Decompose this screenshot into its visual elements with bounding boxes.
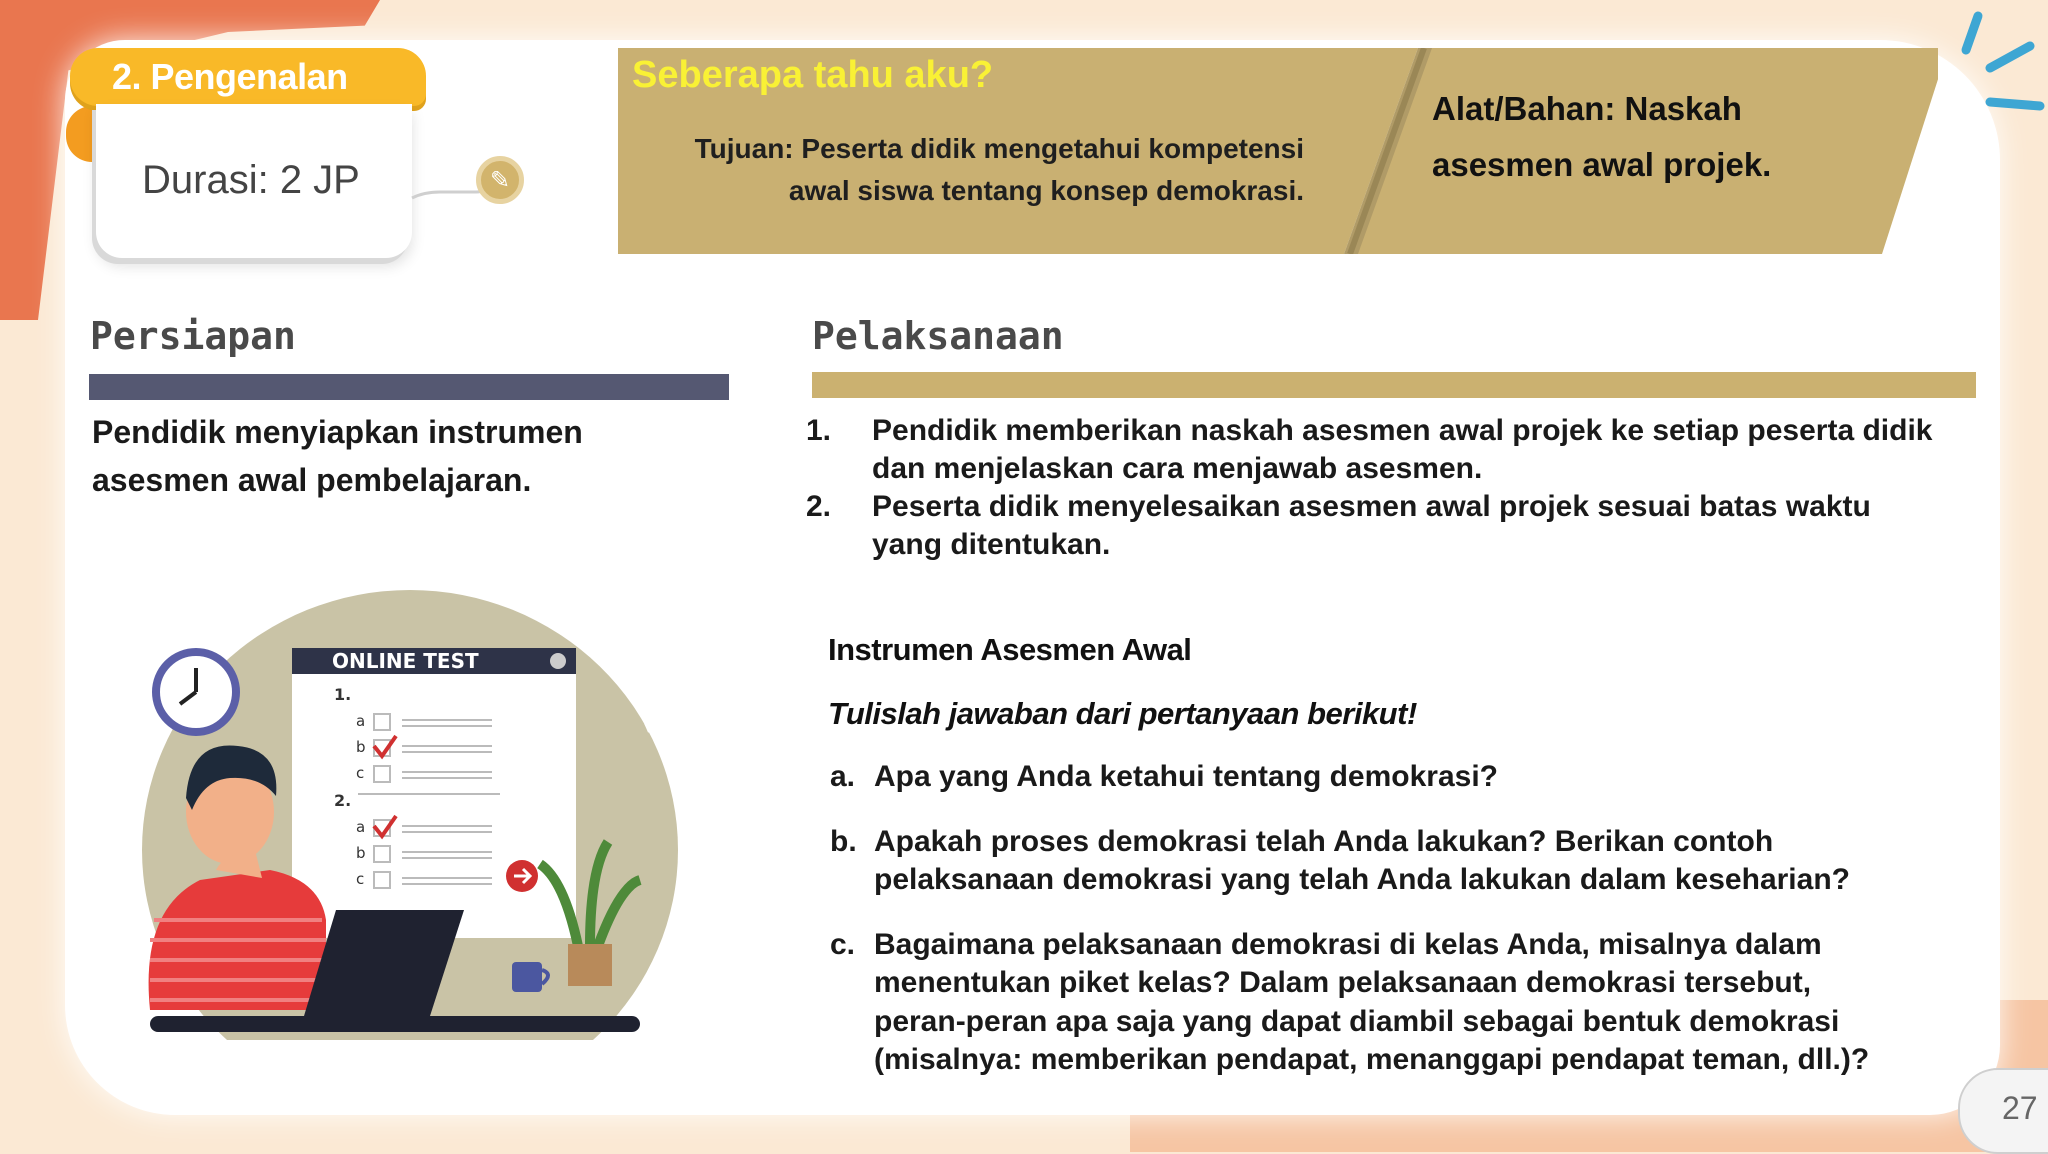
online-test-illustration: [120, 580, 680, 1040]
option-b-label: b: [356, 738, 366, 756]
step-number: 2.: [806, 490, 832, 523]
option-a-label: a: [356, 818, 366, 836]
question-letter: a.: [830, 760, 856, 793]
step-text-line: dan menjelaskan cara menjawab asesmen.: [872, 452, 1483, 485]
duration-text: Durasi: 2 JP: [142, 158, 360, 202]
step-text-line: Peserta didik menyelesaikan asesmen awal projek sesuai batas waktu: [872, 490, 1871, 523]
banner-tools-line1: Alat/Bahan: Naskah: [1432, 90, 1742, 127]
question-line: Apakah proses demokrasi telah Anda lakukan? Berikan contoh: [874, 824, 1774, 858]
page-number: 27: [2002, 1090, 2038, 1126]
section-tag-label: 2. Pengenalan: [112, 56, 348, 97]
question-line: menentukan piket kelas? Dalam pelaksanaan demokrasi tersebut,: [874, 966, 1812, 999]
pelaksanaan-title: Pelaksanaan: [812, 314, 1064, 358]
banner-tools: [1432, 80, 1832, 194]
banner-tools-line2: asesmen awal projek.: [1432, 146, 1772, 183]
list-item: [806, 412, 2006, 488]
question-text: [874, 758, 1498, 797]
persiapan-bar: [89, 374, 729, 400]
persiapan-text: [92, 408, 712, 504]
question-line: Apa yang Anda ketahui tentang demokrasi?: [874, 760, 1499, 793]
banner-goal: [640, 128, 1304, 212]
question-letter: b.: [830, 824, 857, 858]
persiapan-text-line2: asesmen awal pembelajaran.: [92, 462, 532, 498]
instrumen-instruction: Tulislah jawaban dari pertanyaan berikut!: [828, 696, 1417, 731]
question-text: [874, 823, 1850, 900]
step-number: 1.: [806, 414, 832, 447]
step-text: [872, 412, 1932, 488]
step-text-line: yang ditentukan.: [872, 528, 1111, 561]
question-list: [830, 758, 1980, 1106]
test-header: ONLINE TEST: [332, 649, 479, 673]
pelaksanaan-list: [806, 412, 2006, 564]
instrumen-title: Instrumen Asesmen Awal: [828, 632, 1192, 667]
test-window: [292, 648, 576, 938]
clock-icon: [156, 652, 236, 732]
list-item: [830, 823, 1980, 900]
question-line: Bagaimana pelaksanaan demokrasi di kelas Anda, misalnya dalam: [874, 927, 1822, 961]
question-line: pelaksanaan demokrasi yang telah Anda lakukan dalam keseharian?: [874, 863, 1850, 896]
banner-title: Seberapa tahu aku?: [632, 54, 994, 96]
banner-goal-line2: awal siswa tentang konsep demokrasi.: [788, 175, 1304, 206]
question-letter: c.: [830, 927, 856, 961]
persiapan-title: Persiapan: [90, 314, 296, 358]
question-1-label: 1.: [334, 685, 352, 704]
question-2-label: 2.: [334, 791, 352, 810]
banner-goal-line1: Tujuan: Peserta didik mengetahui kompetensi: [694, 133, 1304, 164]
option-a-label: a: [356, 712, 366, 730]
decorative-lines-icon: [1960, 4, 2048, 124]
step-text: [872, 488, 1871, 564]
step-text-line: Pendidik memberikan naskah asesmen awal projek ke setiap peserta didik: [872, 414, 1933, 447]
option-c-label: c: [356, 764, 365, 782]
question-line: peran-peran apa saja yang dapat diambil sebagai bentuk demokrasi: [874, 1004, 1840, 1038]
option-c-label: c: [356, 870, 365, 888]
list-item: [806, 488, 2006, 564]
question-text: [874, 926, 1869, 1080]
pencil-icon: ✎: [476, 156, 524, 204]
option-b-label: b: [356, 844, 366, 862]
pelaksanaan-bar: [812, 372, 1976, 398]
question-line: (misalnya: memberikan pendapat, menanggapi pendapat teman, dll.)?: [874, 1043, 1870, 1076]
list-item: [830, 758, 1980, 797]
list-item: [830, 926, 1980, 1080]
persiapan-text-line1: Pendidik menyiapkan instrumen: [92, 414, 583, 450]
